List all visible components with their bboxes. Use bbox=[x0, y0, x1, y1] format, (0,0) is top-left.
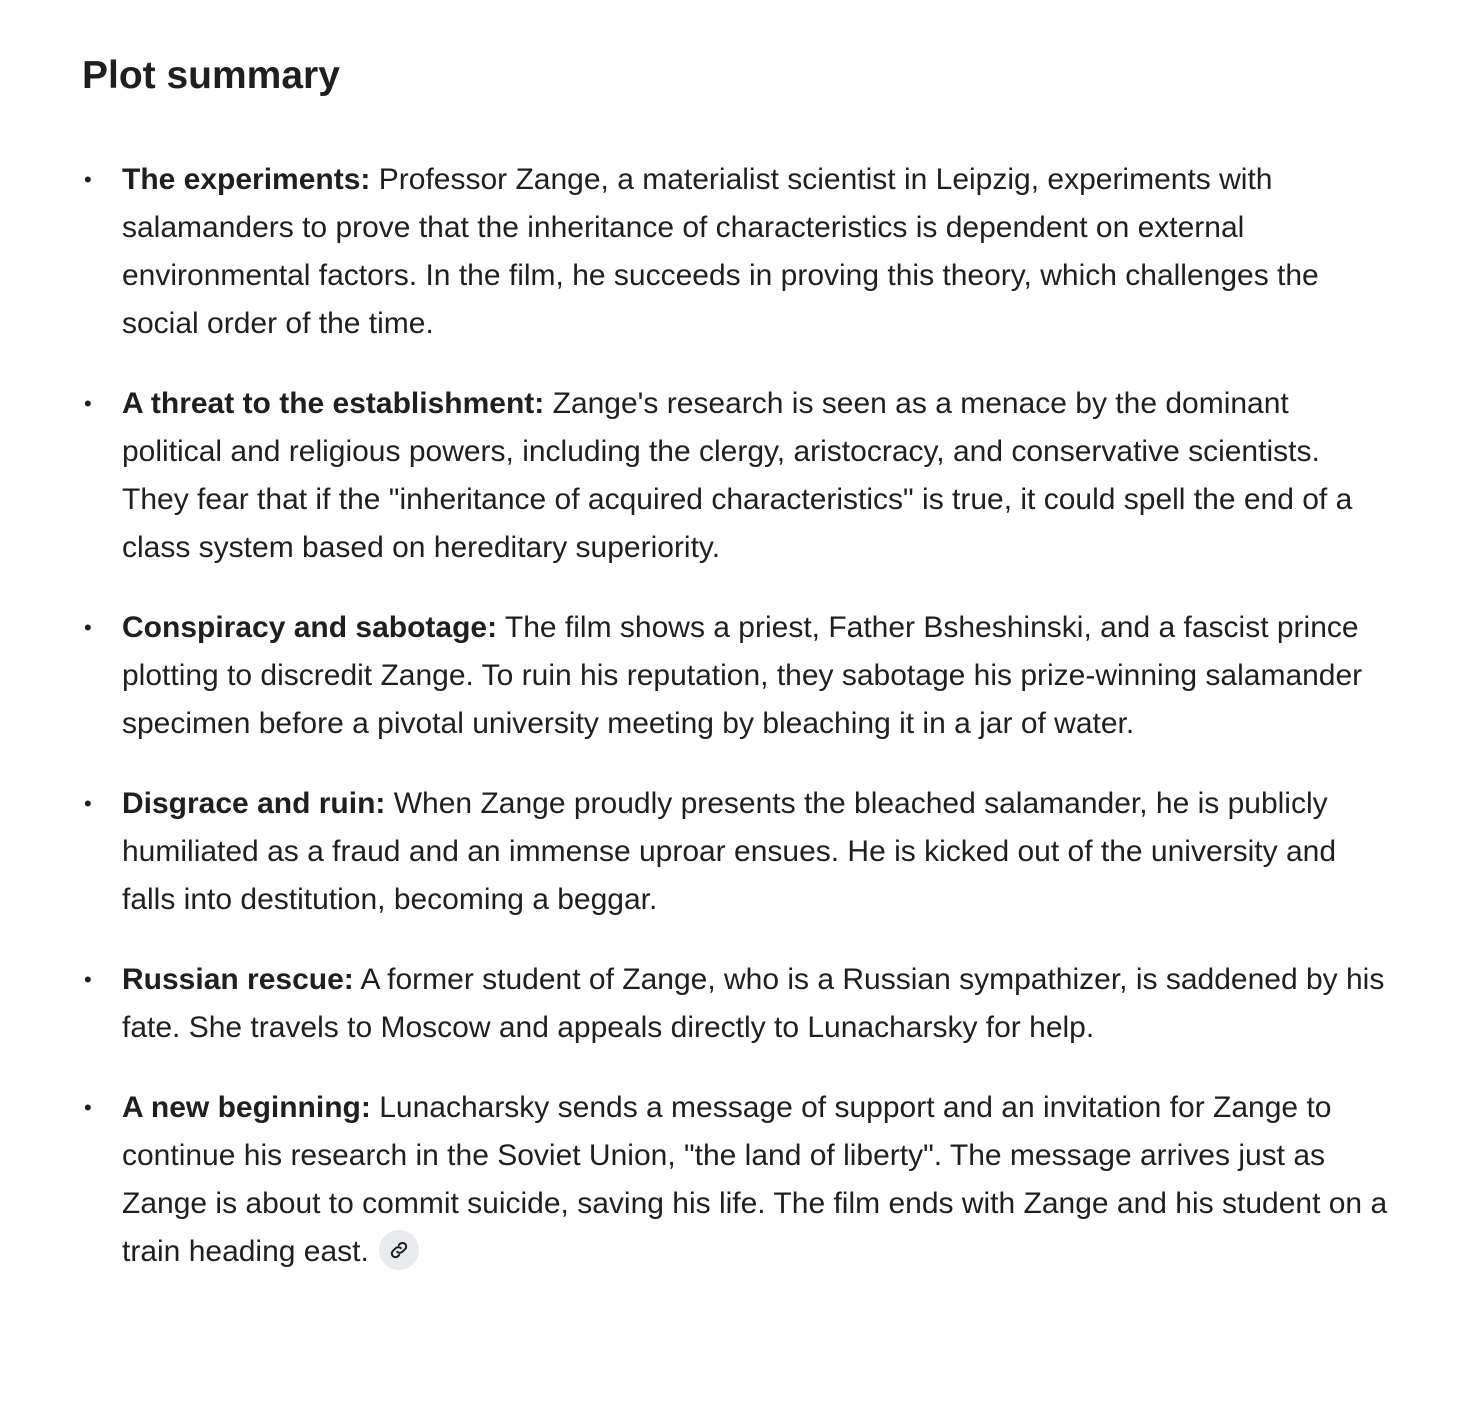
bullet-icon: • bbox=[84, 1095, 92, 1120]
item-heading: Disgrace and ruin: bbox=[122, 787, 386, 820]
item-text: Zange's research is seen as a menace by the dominant political and religious powers, including the clergy, aristocracy, and conservative scientists. They fear that if the "inheritance of acquired characteristics" is true, it could spell the end of a class system based on hereditary superiority. bbox=[122, 387, 1353, 564]
item-heading: The experiments: bbox=[122, 163, 371, 196]
link-icon bbox=[388, 1239, 410, 1261]
list-item bbox=[82, 780, 1392, 924]
item-text: Lunacharsky sends a message of support and an invitation for Zange to continue his research in the Soviet Union, "the land of liberty". The message arrives just as Zange is about to commit suicide, saving his life. The film ends with Zange and his student on a train heading east. bbox=[122, 1091, 1388, 1268]
list-item bbox=[82, 1084, 1392, 1276]
item-heading: A new beginning: bbox=[122, 1091, 371, 1124]
item-text: A former student of Zange, who is a Russian sympathizer, is saddened by his fate. She travels to Moscow and appeals directly to Lunacharsky for help. bbox=[122, 963, 1385, 1044]
list-item bbox=[82, 380, 1392, 572]
list-item bbox=[82, 156, 1392, 348]
source-link-button[interactable] bbox=[379, 1230, 419, 1270]
bullet-icon: • bbox=[84, 391, 92, 416]
bullet-icon: • bbox=[84, 967, 92, 992]
item-text: Professor Zange, a materialist scientist in Leipzig, experiments with salamanders to prove that the inheritance of characteristics is dependent on external environmental factors. In the film, he succeeds in proving this theory, which challenges the social order of the time. bbox=[122, 163, 1319, 340]
bullet-icon: • bbox=[84, 615, 92, 640]
page-title: Plot summary bbox=[82, 54, 340, 97]
list-item bbox=[82, 956, 1392, 1052]
item-text: The film shows a priest, Father Bsheshinski, and a fascist prince plotting to discredit Zange. To ruin his reputation, they sabotage his prize-winning salamander specimen before a pivotal university meeting by bleaching it in a jar of water. bbox=[122, 611, 1363, 740]
list-item bbox=[82, 604, 1392, 748]
document-body bbox=[82, 50, 1392, 1308]
item-heading: A threat to the establishment: bbox=[122, 387, 545, 420]
item-heading: Russian rescue: bbox=[122, 963, 354, 996]
item-text: When Zange proudly presents the bleached salamander, he is publicly humiliated as a fraud and an immense uproar ensues. He is kicked out of the university and falls into destitution, becoming a beggar. bbox=[122, 787, 1337, 916]
bullet-icon: • bbox=[84, 167, 92, 192]
item-heading: Conspiracy and sabotage: bbox=[122, 611, 498, 644]
bullet-icon: • bbox=[84, 791, 92, 816]
plot-list bbox=[82, 156, 1392, 1276]
